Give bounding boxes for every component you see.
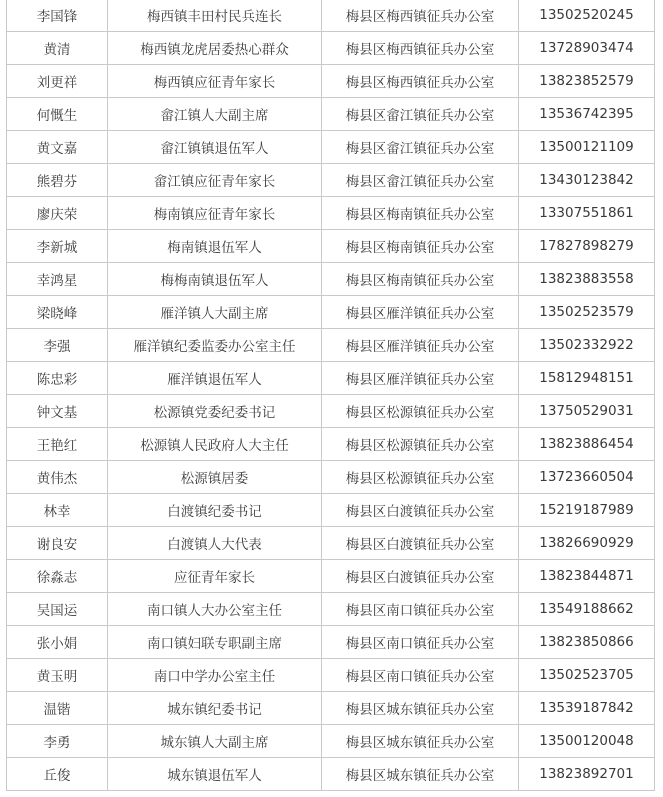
office-cell: 梅县区梅西镇征兵办公室 (322, 0, 519, 32)
position-cell: 梅南镇退伍军人 (108, 230, 322, 263)
name-cell: 黄玉明 (7, 659, 108, 692)
office-cell: 梅县区城东镇征兵办公室 (322, 692, 519, 725)
position-cell: 雁洋镇人大副主席 (108, 296, 322, 329)
position-cell: 南口镇妇联专职副主席 (108, 626, 322, 659)
office-cell: 梅县区松源镇征兵办公室 (322, 461, 519, 494)
position-cell: 城东镇人大副主席 (108, 725, 322, 758)
office-cell: 梅县区南口镇征兵办公室 (322, 659, 519, 692)
phone-cell: 13536742395 (519, 98, 655, 131)
table-row (7, 197, 655, 230)
name-cell: 丘俊 (7, 758, 108, 791)
position-cell: 城东镇退伍军人 (108, 758, 322, 791)
table-row (7, 395, 655, 428)
position-cell: 松源镇党委纪委书记 (108, 395, 322, 428)
position-cell: 松源镇居委 (108, 461, 322, 494)
office-cell: 梅县区雁洋镇征兵办公室 (322, 362, 519, 395)
office-cell: 梅县区松源镇征兵办公室 (322, 395, 519, 428)
table-row (7, 65, 655, 98)
phone-cell: 13502523579 (519, 296, 655, 329)
office-cell: 梅县区梅南镇征兵办公室 (322, 197, 519, 230)
phone-cell: 13823844871 (519, 560, 655, 593)
name-cell: 熊碧芬 (7, 164, 108, 197)
name-cell: 温锴 (7, 692, 108, 725)
name-cell: 谢良安 (7, 527, 108, 560)
name-cell: 何慨生 (7, 98, 108, 131)
office-cell: 梅县区梅西镇征兵办公室 (322, 32, 519, 65)
position-cell: 梅西镇应征青年家长 (108, 65, 322, 98)
table-row (7, 461, 655, 494)
phone-cell: 13307551861 (519, 197, 655, 230)
phone-cell: 13430123842 (519, 164, 655, 197)
office-cell: 梅县区畲江镇征兵办公室 (322, 131, 519, 164)
table-row (7, 758, 655, 791)
position-cell: 梅南镇应征青年家长 (108, 197, 322, 230)
phone-cell: 13500121109 (519, 131, 655, 164)
name-cell: 李强 (7, 329, 108, 362)
phone-cell: 13500120048 (519, 725, 655, 758)
office-cell: 梅县区白渡镇征兵办公室 (322, 527, 519, 560)
phone-cell: 13823883558 (519, 263, 655, 296)
table-row (7, 560, 655, 593)
office-cell: 梅县区松源镇征兵办公室 (322, 428, 519, 461)
position-cell: 梅西镇龙虎居委热心群众 (108, 32, 322, 65)
phone-cell: 13502520245 (519, 0, 655, 32)
position-cell: 畲江镇镇退伍军人 (108, 131, 322, 164)
phone-cell: 13826690929 (519, 527, 655, 560)
table-row (7, 428, 655, 461)
position-cell: 雁洋镇退伍军人 (108, 362, 322, 395)
table-row (7, 98, 655, 131)
name-cell: 吴国运 (7, 593, 108, 626)
name-cell: 李新城 (7, 230, 108, 263)
table-row (7, 626, 655, 659)
phone-cell: 15219187989 (519, 494, 655, 527)
name-cell: 刘更祥 (7, 65, 108, 98)
table-row (7, 296, 655, 329)
name-cell: 廖庆荣 (7, 197, 108, 230)
position-cell: 梅梅南镇退伍军人 (108, 263, 322, 296)
contact-table (6, 0, 655, 791)
table-row (7, 131, 655, 164)
table-row (7, 164, 655, 197)
position-cell: 畲江镇应征青年家长 (108, 164, 322, 197)
office-cell: 梅县区南口镇征兵办公室 (322, 626, 519, 659)
phone-cell: 13750529031 (519, 395, 655, 428)
name-cell: 梁晓峰 (7, 296, 108, 329)
table-row (7, 659, 655, 692)
name-cell: 王艳红 (7, 428, 108, 461)
office-cell: 梅县区雁洋镇征兵办公室 (322, 329, 519, 362)
name-cell: 李国锋 (7, 0, 108, 32)
phone-cell: 13728903474 (519, 32, 655, 65)
position-cell: 畲江镇人大副主席 (108, 98, 322, 131)
phone-cell: 17827898279 (519, 230, 655, 263)
position-cell: 白渡镇人大代表 (108, 527, 322, 560)
position-cell: 松源镇人民政府人大主任 (108, 428, 322, 461)
contact-table-body (7, 0, 655, 791)
office-cell: 梅县区白渡镇征兵办公室 (322, 560, 519, 593)
table-row (7, 494, 655, 527)
office-cell: 梅县区畲江镇征兵办公室 (322, 164, 519, 197)
phone-cell: 13823850866 (519, 626, 655, 659)
office-cell: 梅县区畲江镇征兵办公室 (322, 98, 519, 131)
phone-cell: 13823886454 (519, 428, 655, 461)
position-cell: 城东镇纪委书记 (108, 692, 322, 725)
phone-cell: 13539187842 (519, 692, 655, 725)
name-cell: 李勇 (7, 725, 108, 758)
office-cell: 梅县区梅西镇征兵办公室 (322, 65, 519, 98)
table-row (7, 263, 655, 296)
table-row (7, 362, 655, 395)
phone-cell: 13549188662 (519, 593, 655, 626)
office-cell: 梅县区城东镇征兵办公室 (322, 758, 519, 791)
name-cell: 林幸 (7, 494, 108, 527)
phone-cell: 13823892701 (519, 758, 655, 791)
table-row (7, 527, 655, 560)
name-cell: 陈忠彩 (7, 362, 108, 395)
name-cell: 幸鸿星 (7, 263, 108, 296)
phone-cell: 15812948151 (519, 362, 655, 395)
table-row (7, 0, 655, 32)
office-cell: 梅县区梅南镇征兵办公室 (322, 230, 519, 263)
table-row (7, 692, 655, 725)
position-cell: 应征青年家长 (108, 560, 322, 593)
table-row (7, 230, 655, 263)
office-cell: 梅县区雁洋镇征兵办公室 (322, 296, 519, 329)
office-cell: 梅县区南口镇征兵办公室 (322, 593, 519, 626)
phone-cell: 13723660504 (519, 461, 655, 494)
name-cell: 黄清 (7, 32, 108, 65)
office-cell: 梅县区城东镇征兵办公室 (322, 725, 519, 758)
office-cell: 梅县区梅南镇征兵办公室 (322, 263, 519, 296)
name-cell: 徐淼志 (7, 560, 108, 593)
position-cell: 南口中学办公室主任 (108, 659, 322, 692)
position-cell: 白渡镇纪委书记 (108, 494, 322, 527)
table-row (7, 32, 655, 65)
phone-cell: 13502523705 (519, 659, 655, 692)
name-cell: 黄伟杰 (7, 461, 108, 494)
phone-cell: 13502332922 (519, 329, 655, 362)
name-cell: 张小娟 (7, 626, 108, 659)
office-cell: 梅县区白渡镇征兵办公室 (322, 494, 519, 527)
phone-cell: 13823852579 (519, 65, 655, 98)
position-cell: 雁洋镇纪委监委办公室主任 (108, 329, 322, 362)
table-row (7, 593, 655, 626)
table-row (7, 329, 655, 362)
position-cell: 梅西镇丰田村民兵连长 (108, 0, 322, 32)
table-row (7, 725, 655, 758)
name-cell: 黄文嘉 (7, 131, 108, 164)
name-cell: 钟文基 (7, 395, 108, 428)
position-cell: 南口镇人大办公室主任 (108, 593, 322, 626)
